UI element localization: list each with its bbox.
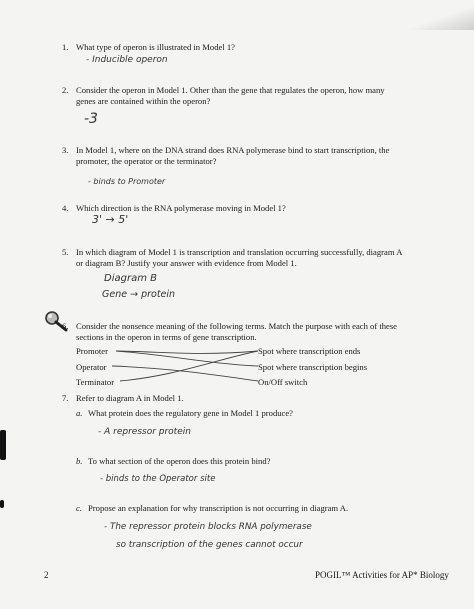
question-2-number: 2. [62, 85, 69, 95]
question-1-number: 1. [62, 42, 69, 52]
page-corner-shadow [384, 0, 474, 30]
question-2-answer: -3 [84, 111, 98, 127]
question-7b-answer: - binds to the Operator site [100, 474, 216, 484]
question-3-line1: In Model 1, where on the DNA strand does RNA polymerase bind to start transcription, the [76, 145, 390, 155]
question-6-line2: sections in the operon in terms of gene transcription. [76, 332, 257, 342]
term-terminator: Terminator [76, 377, 115, 387]
question-7c-answer-1: - The repressor protein blocks RNA polymerase [104, 522, 312, 532]
purpose-ends: Spot where transcription ends [258, 346, 361, 356]
question-3-number: 3. [62, 145, 69, 155]
edge-mark-2 [0, 500, 4, 508]
question-1-answer: - Inducible operon [86, 55, 168, 65]
question-4-answer: 3' → 5' [92, 213, 129, 226]
question-7-number: 7. [62, 393, 69, 403]
question-7a-text: What protein does the regulatory gene in Model 1 produce? [88, 408, 293, 418]
question-7-text: Refer to diagram A in Model 1. [76, 393, 184, 403]
question-7b-text: To what section of the operon does this protein bind? [88, 456, 271, 466]
term-promoter: Promoter [76, 346, 108, 356]
question-5-line2: or diagram B? Justify your answer with evidence from Model 1. [76, 258, 297, 268]
question-3-line2: promoter, the operator or the terminator? [76, 156, 217, 166]
footer-title: POGIL™ Activities for AP* Biology [315, 570, 449, 580]
question-7b-letter: b. [76, 456, 83, 466]
question-4-text: Which direction is the RNA polymerase moving in Model 1? [76, 203, 286, 213]
question-2-line1: Consider the operon in Model 1. Other than the gene that regulates the operon, how many [76, 85, 385, 95]
question-6-line1: Consider the nonsence meaning of the following terms. Match the purpose with each of these [76, 321, 397, 331]
question-7c-answer-2: so transcription of the genes cannot occur [116, 540, 303, 550]
question-7a-letter: a. [76, 408, 83, 418]
question-6-number: 6. [62, 321, 69, 331]
question-4-number: 4. [62, 203, 69, 213]
question-5-answer-2: Gene → protein [102, 289, 176, 300]
purpose-switch: On/Off switch [258, 377, 308, 387]
question-7c-text: Propose an explanation for why transcription is not occurring in diagram A. [88, 503, 349, 513]
question-3-answer: - binds to Promoter [88, 177, 166, 186]
question-2-line2: genes are contained within the operon? [76, 96, 211, 106]
question-7a-answer: - A repressor protein [98, 427, 191, 437]
question-5-line1: In which diagram of Model 1 is transcription and translation occurring successfully, diagram A [76, 247, 403, 257]
purpose-begins: Spot where transcription begins [258, 362, 368, 372]
question-5-answer-1: Diagram B [104, 273, 157, 284]
question-5-number: 5. [62, 247, 69, 257]
edge-mark [0, 430, 6, 460]
question-7c-letter: c. [76, 503, 82, 513]
question-1-text: What type of operon is illustrated in Model 1? [76, 42, 235, 52]
term-operator: Operator [76, 362, 107, 372]
page-number: 2 [44, 570, 49, 580]
